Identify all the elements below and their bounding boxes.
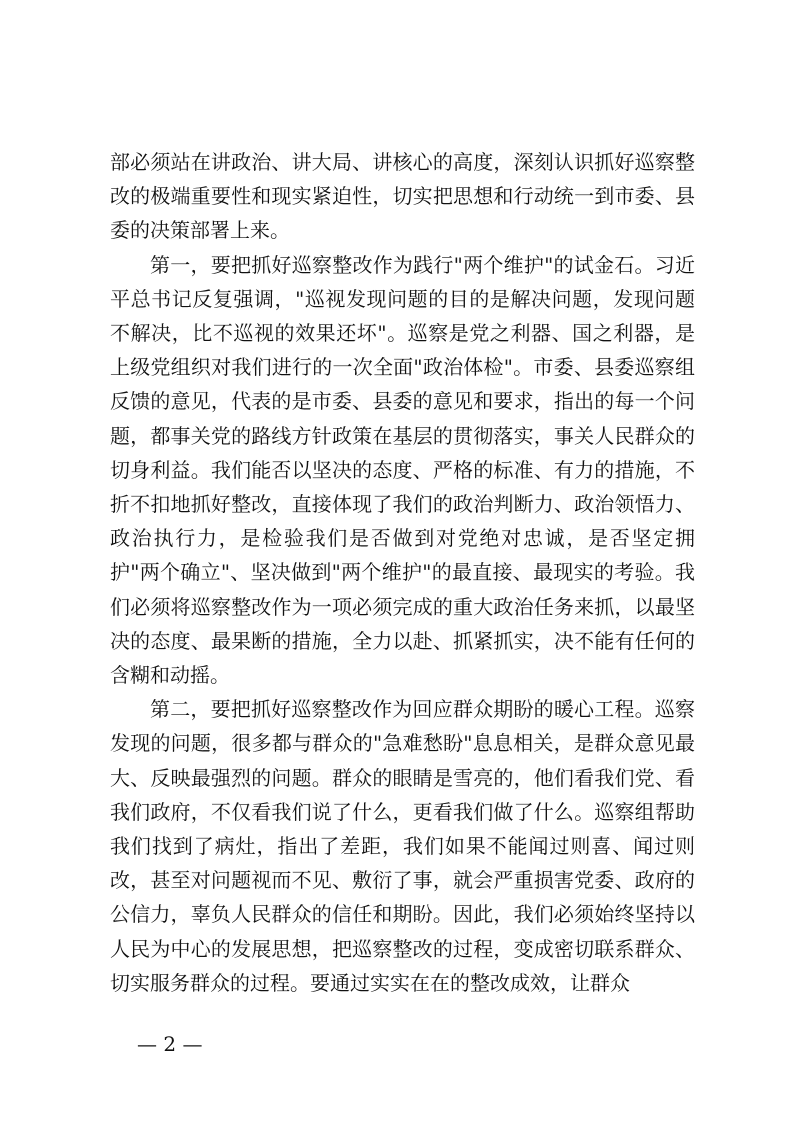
paragraph-second-point: 第二，要把抓好巡察整改作为回应群众期盼的暖心工程。巡察发现的问题，很多都与群众的"急难愁盼"息息相关，是群众意见最大、反映最强烈的问题。群众的眼睛是雪亮的，他们看我们党、看我们政府，不仅看我们说了什么，更看我们做了什么。巡察组帮助我们找到了病灶，指出了差距，我们如果不能闻过则喜、闻过则改，甚至对问题视而不见、敷衍了事，就会严重损害党委、政府的公信力，辜负人民群众的信任和期盼。因此，我们必须始终坚持以人民为中心的发展思想，把巡察整改的过程，变成密切联系群众、切实服务群众的过程。要通过实实在在的整改成效，让群众 [110, 697, 695, 995]
paragraph-continuation: 部必须站在讲政治、讲大局、讲核心的高度，深刻认识抓好巡察整改的极端重要性和现实紧迫性，切实把思想和行动统一到市委、县委的决策部署上来。 [110, 150, 695, 243]
document-body [110, 145, 695, 1000]
paragraph-first-point: 第一，要把抓好巡察整改作为践行"两个维护"的试金石。习近平总书记反复强调，"巡视发现问题的目的是解决问题，发现问题不解决，比不巡视的效果还坏"。巡察是党之利器、国之利器，是上级党组织对我们进行的一次全面"政治体检"。市委、县委巡察组反馈的意见，代表的是市委、县委的意见和要求，指出的每一个问题，都事关党的路线方针政策在基层的贯彻落实，事关人民群众的切身利益。我们能否以坚决的态度、严格的标准、有力的措施，不折不扣地抓好整改，直接体现了我们的政治判断力、政治领悟力、政治执行力，是检验我们是否做到对党绝对忠诚，是否坚定拥护"两个确立"、坚决做到"两个维护"的最直接、最现实的考验。我们必须将巡察整改作为一项必须完成的重大政治任务来抓，以最坚决的态度、最果断的措施，全力以赴、抓紧抓实，决不能有任何的含糊和动摇。 [110, 252, 695, 688]
page-number: — 2 — [137, 1032, 203, 1056]
